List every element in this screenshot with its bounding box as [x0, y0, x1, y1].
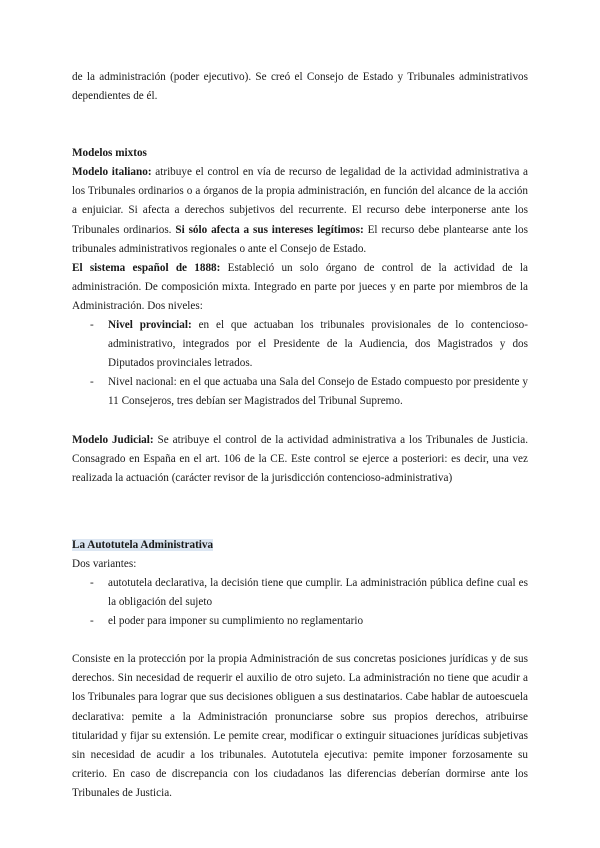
list-item-nivel-provincial: - Nivel provincial: en el que actuaban los tribunales provisionales de lo contencioso-administrativo, integrados por el Presidente de la Audiencia, dos Magistrados y dos Diputados provinciales letrados.: [72, 316, 528, 373]
paragraph-autotutela-body: Consiste en la protección por la propia Administración de sus concretas posiciones jurídicas y de sus derechos. Sin necesidad de requerir el auxilio de otro sujeto. La administración no tiene que acudir a los Tribunales para lograr que sus decisiones obliguen a sus destinatarios. Cabe hablar de autoescuela declarativa: pemite a la Administración pronunciarse sobre sus propios derechos, atribuirse titularidad y fijar su extensión. Le pemite crear, modificar o extinguir situaciones jurídicas subjetivas sin necesidad de acudir a los tribunales. Autotutela ejecutiva: pemite imponer forzosamente su criterio. En caso de discrepancia con los ciudadanos las diferencias deberían dormirse ante los Tribunales de Justicia.: [72, 653, 528, 799]
term-sistema-espanol: El sistema español de 1888:: [72, 261, 221, 274]
niveles-list: [72, 316, 528, 411]
list-item-poder-imponer: - el poder para imponer su cumplimiento no reglamentario: [72, 612, 528, 631]
section-heading-autotutela: La Autotutela Administrativa: [72, 538, 214, 551]
paragraph-dos-variantes: Dos variantes:: [72, 557, 137, 570]
variantes-list: [72, 574, 528, 631]
term-intereses-legitimos: Si sólo afecta a sus intereses legítimos:: [171, 223, 364, 236]
document-body: [72, 68, 528, 803]
paragraph-sistema-espanol: El sistema español de 1888: Estableció un solo órgano de control de la actividad de la administración. De composición mixta. Integrado en parte por jueces y en parte por miembros de la Administración. Dos niveles:: [72, 261, 528, 312]
term-modelo-judicial: Modelo Judicial:: [72, 433, 154, 446]
paragraph-modelo-judicial: Modelo Judicial: Se atribuye el control de la actividad administrativa a los Tribunales de Justicia. Consagrado en España en el art. 106 de la CE. Este control se ejerce a posteriori: es decir, una vez realizada la actuación (carácter revisor de la jurisdicción contencioso-administrativa): [72, 433, 529, 484]
intro-paragraph: de la administración (poder ejecutivo). Se creó el Consejo de Estado y Tribunales administrativos dependientes de él.: [72, 71, 528, 103]
list-item-autotutela-declarativa: - autotutela declarativa, la decisión tiene que cumplir. La administración pública define cual es la obligación del sujeto: [72, 574, 528, 612]
term-modelo-italiano: Modelo italiano:: [72, 166, 152, 179]
list-item-nivel-nacional: - Nivel nacional: en el que actuaba una Sala del Consejo de Estado compuesto por presidente y 11 Consejeros, tres debían ser Magistrados del Tribunal Supremo.: [72, 373, 528, 411]
paragraph-modelo-italiano: Modelo italiano: atribuye el control en vía de recurso de legalidad de la actividad administrativa a los Tribunales ordinarios o a órganos de la propia administración, en función del alcance de la acción a enjuiciar. Si afecta a derechos subjetivos del recurrente. El recurso debe interponerse ante los Tribunales ordinarios. Si sólo afecta a sus intereses legítimos: El recurso debe plantearse ante los tribunales administrativos regionales o ante el Consejo de Estado.: [72, 166, 528, 255]
section-heading-modelos-mixtos: Modelos mixtos: [72, 147, 147, 160]
